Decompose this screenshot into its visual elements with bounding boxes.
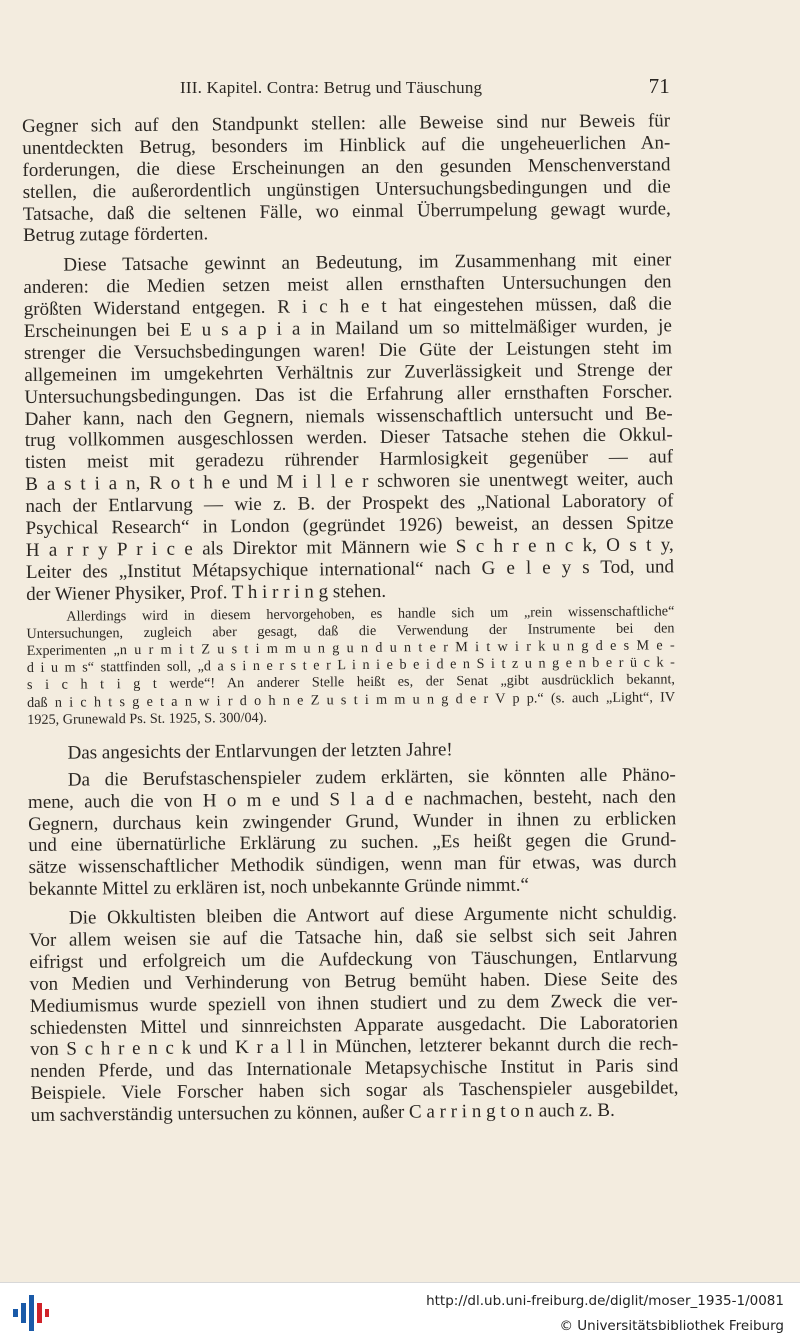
text-line: Betrug zutage förderten. xyxy=(22,223,209,247)
source-url[interactable]: http://dl.ub.uni-freiburg.de/diglit/moser_1935-1/0081 xyxy=(426,1293,784,1309)
text-line: allgemeinen im umgekehrten Verhältnis zur Zuverlässigkeit und Strenge der xyxy=(24,359,673,386)
text-line: mene, auch die von H o m e und S l a d e nachmachen, besteht, nach den xyxy=(27,786,677,813)
text-line: Mediumismus wurde speziell von ihnen studiert und zu dem Zweck die ver- xyxy=(29,990,678,1017)
text-line: Die Okkultisten bleiben die Antwort auf diese Argumente nicht schuldig. xyxy=(68,902,678,929)
text-line: unentdeckten Betrug, besonders im Hinblick auf die ungeheuerlichen An- xyxy=(22,132,671,159)
paragraph xyxy=(29,902,679,1127)
text-line: Psychical Research“ in London (gegründet 1926) beweist, an dessen Spitze xyxy=(25,512,674,540)
text-line: Vor allem weisen sie auf die Tatsache hin, daß sie selbst sich seit Jahren xyxy=(29,924,678,951)
page-number: 71 xyxy=(648,74,670,98)
footnote xyxy=(26,603,675,729)
text-line: tisten meist mit geradezu rührender Harmlosigkeit gegenüber — auf xyxy=(24,446,674,474)
text-line: nenden Pferde, und das Internationale Metapsychische Institut in Paris sind xyxy=(30,1055,679,1083)
text-line: Tatsache, daß die seltenen Fälle, wo einmal Überrumpelung gewagt wurde, xyxy=(22,197,671,225)
text-line: B a s t i a n, R o t h e und M i l l e r schworen sie unentwegt weiter, auch xyxy=(25,468,674,496)
text-line: daß n i c h t s g e t a n w i r d o h n e Z u s t i m m u n g d e r V p p.“ (s. auch „Light“, IV xyxy=(27,688,676,711)
text-line: Gegner sich auf den Standpunkt stellen: alle Beweise sind nur Beweis für xyxy=(22,110,671,137)
text-line: von Medien und Verhinderung von Betrug bemüht haben. Diese Seite des xyxy=(29,968,678,995)
text-line: Da die Berufstaschenspieler zudem erklärten, sie könnten alle Phäno- xyxy=(67,764,676,791)
text-line: Diese Tatsache gewinnt an Bedeutung, im Zusammenhang mit einer xyxy=(63,249,672,276)
text-line: Daher kann, nach den Gegnern, niemals wissenschaftlich untersucht und Be- xyxy=(24,402,673,430)
text-line: strenger die Versuchsbedingungen waren! Die Güte der Leistungen steht im xyxy=(23,337,673,364)
text-line: forderungen, die diese Erscheinungen an den gesunden Menschenverstand xyxy=(22,154,671,181)
paragraph xyxy=(23,250,674,606)
text-line: Das angesichts der Entlarvungen der letzten Jahre! xyxy=(67,739,453,764)
ub-freiburg-logo-icon xyxy=(10,1293,50,1333)
viewer-footer xyxy=(0,1282,800,1343)
text-line: der Wiener Physiker, Prof. T h i r r i n g stehen. xyxy=(26,580,387,605)
page-body xyxy=(22,110,679,1127)
chapter-title: III. Kapitel. Contra: Betrug und Täuschung xyxy=(180,78,483,97)
text-line: um sachverständig untersuchen zu können, außer C a r r i n g t o n auch z. B. xyxy=(30,1100,615,1127)
text-line: Allerdings wird in diesem hervorgehoben, es handle sich um „rein wissenschaftliche“ xyxy=(66,602,675,625)
text-line: eifrigst und erfolgreich um die Aufdeckung von Täuschungen, Entlarvung xyxy=(29,946,678,973)
text-line: trug vollkommen ausgeschlossen werden. Dieser Tatsache stehen die Okkul- xyxy=(24,424,673,452)
text-line: 1925, Grunewald Ps. St. 1925, S. 300/04). xyxy=(27,709,267,728)
text-line: größten Widerstand entgegen. R i c h e t hat eingestehen müssen, daß die xyxy=(23,293,672,321)
text-line: Untersuchungen, zugleich aber gesagt, daß die Verwendung der Instrumente bei den xyxy=(26,620,675,642)
text-line: schiedensten Mittel und sinnreichsten Apparate ausgedacht. Die Laboratorien xyxy=(29,1011,679,1039)
text-line: stellen, die außerordentlich ungünstigen Untersuchungsbedingungen und die xyxy=(22,176,671,203)
text-line: nach der Entlarvung — wie z. B. der Prospekt des „National Laboratory of xyxy=(25,490,674,518)
paragraph xyxy=(28,764,677,901)
text-line: Leiter des „Institut Métapsychique international“ nach G e l e y s Tod, und xyxy=(25,556,675,583)
text-line: H a r r y P r i c e als Direktor mit Männern wie S c h r e n c k, O s t y, xyxy=(25,534,674,561)
text-line: Gegnern, durchaus kein zwingender Grund, Wunder in ihnen zu erblicken xyxy=(28,807,677,835)
paragraph xyxy=(22,110,671,247)
text-line: s i c h t i g t werde“! An anderer Stelle heißt es, der Senat „gibt ausdrücklich bekannt, xyxy=(26,671,676,694)
paragraph xyxy=(27,737,675,765)
text-line: Experimenten „n u r m i t Z u s t i m m u n g u n d u n t e r M i t w i r k u n g d e s M e - xyxy=(26,637,675,659)
text-line: und eine übernatürliche Erklärung zu suchen. „Es heißt gegen die Grund- xyxy=(28,829,677,857)
text-line: d i u m s“ stattfinden soll, „d a s i n e r s t e r L i n i e b e i d e n S i t z u n g e n b e r ü c k - xyxy=(26,654,675,677)
text-line: Beispiele. Viele Forscher haben sich sogar als Taschenspieler ausgebildet, xyxy=(30,1077,679,1105)
text-line: sätze wissenschaftlicher Methodik sündigen, wenn man für etwas, was durch xyxy=(28,851,677,879)
text-line: von S c h r e n c k und K r a l l in München, letzterer bekannt durch die rech- xyxy=(30,1033,679,1061)
copyright-notice: © Universitätsbibliothek Freiburg xyxy=(559,1318,784,1334)
text-line: anderen: die Medien setzen meist allen ernsthaften Untersuchungen den xyxy=(23,271,672,299)
text-line: bekannte Mittel zu erklären ist, noch unbekannte Gründe nimmt.“ xyxy=(28,874,530,901)
text-line: Erscheinungen bei E u s a p i a in Mailand um so mittelmäßiger wurden, je xyxy=(23,315,672,343)
text-line: Untersuchungsbedingungen. Das ist die Erfahrung aller ernsthaften Forscher. xyxy=(24,381,673,408)
